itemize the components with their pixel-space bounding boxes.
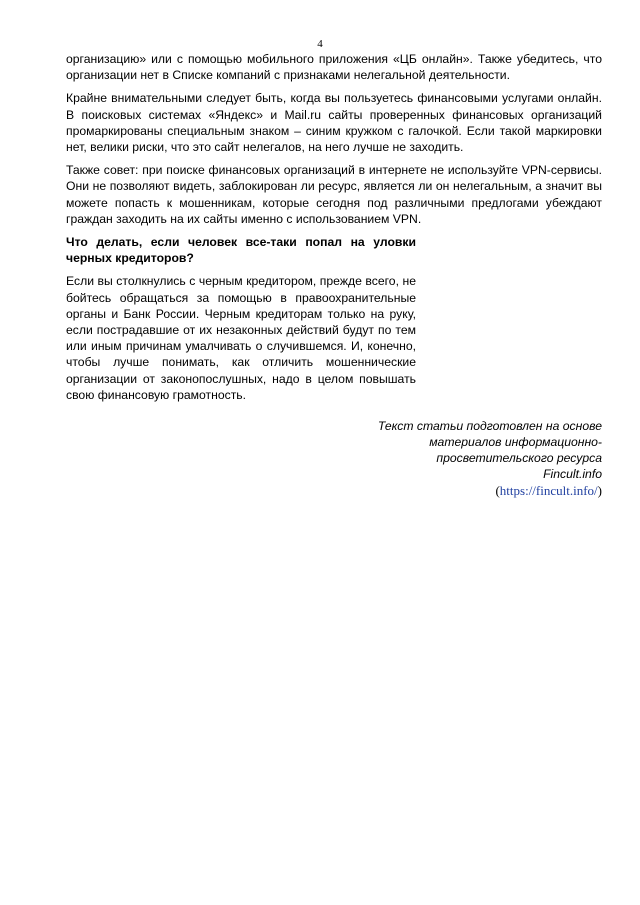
open-paren: ( (495, 483, 500, 498)
paragraph-org-check: организацию» или с помощью мобильного приложения «ЦБ онлайн». Также убедитесь, что организации нет в Списке компаний с признаками нелегальной деятельности. (66, 52, 602, 83)
source-line-4: Fincult.info (543, 467, 602, 481)
source-line-1: Текст статьи подготовлен на основе (377, 419, 602, 433)
section-heading: Что делать, если человек все-таки попал на уловки черных кредиторов? (66, 235, 416, 266)
article-body (66, 51, 602, 410)
section-paragraph: Если вы столкнулись с черным кредитором, прежде всего, не бойтесь обращаться за помощью в правоохранительные органы и Банк России. Черным кредиторам только на руку, если пострадавшие от их незаконных действий будут по тем или иным причинам умалчивать о случившемся. И, конечно, чтобы лучше понимать, как отличить мошеннические организации от законопослушных, надо в целом повышать свою финансовую грамотность. (66, 274, 416, 402)
source-link[interactable]: https://fincult.info/ (499, 483, 598, 498)
source-line-2: материалов информационно- (429, 435, 602, 449)
close-paren: ) (597, 483, 602, 498)
paragraph-online-services: Крайне внимательными следует быть, когда вы пользуетесь финансовыми услугами онлайн. В поисковых системах «Яндекс» и Mail.ru сайты проверенных финансовых организаций промаркированы специальным знаком – синим кружком с галочкой. Если такой маркировки нет, велики риски, что это сайт нелегалов, на него лучше не заходить. (66, 91, 602, 155)
source-link-line (302, 482, 602, 499)
page-number: 4 (317, 38, 323, 50)
source-attribution (302, 418, 602, 499)
source-line-3: просветительского ресурса (436, 451, 602, 465)
paragraph-vpn-advice: Также совет: при поиске финансовых организаций в интернете не используйте VPN-сервисы. Они не позволяют видеть, заблокирован ли ресурс, является ли он нелегальным, а значит вы можете попасть к мошенникам, которые сегодня под различными предлогами убеждают граждан заходить на их сайты именно с использованием VPN. (66, 163, 602, 226)
